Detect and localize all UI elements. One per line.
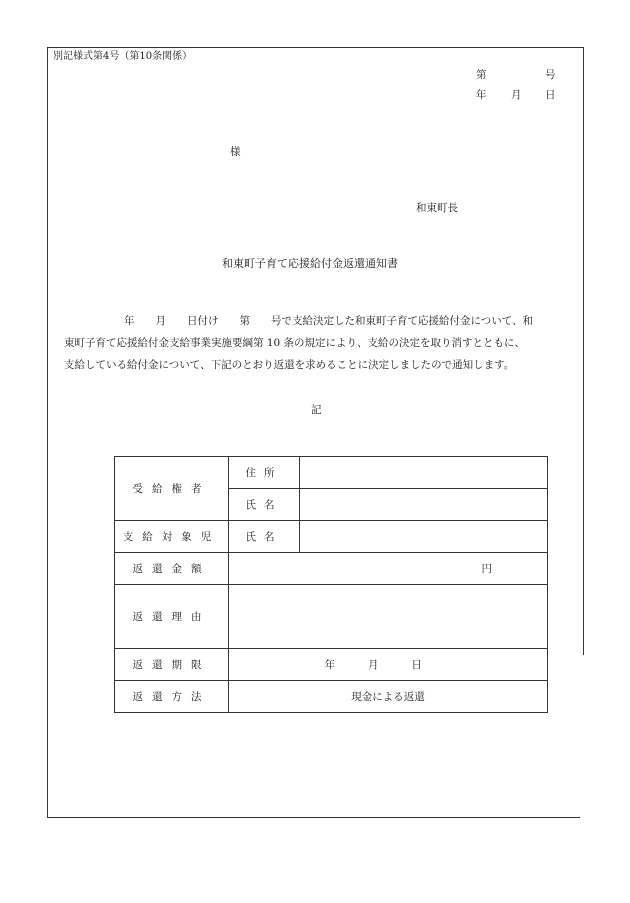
recipient-name-label: 氏名: [229, 489, 300, 521]
method-value: 現金による返還: [229, 681, 548, 713]
form-number: 別記様式第4号（第10条関係）: [53, 51, 193, 62]
address-label: 住所: [229, 457, 300, 489]
child-name-label: 氏名: [229, 521, 300, 553]
return-details-table: [114, 456, 548, 713]
date-year: 年: [476, 89, 487, 101]
body-line-1: 年 月 日付け 第 号で支給決定した和東町子育て応援給付金について、和: [124, 315, 534, 327]
body-line-3: 支給している給付金について、下記のとおり返還を求めることに決定しましたので通知します。: [64, 359, 515, 371]
address-value: [300, 457, 548, 489]
reason-label: 返還理由: [115, 585, 229, 649]
date-day: 日: [545, 89, 556, 101]
addressee-suffix: 様: [230, 146, 241, 158]
deadline-year: 年: [324, 659, 336, 671]
recipient-name-value: [300, 489, 548, 521]
deadline-value: [229, 649, 548, 681]
child-name-value: [300, 521, 548, 553]
deadline-label: 返還期限: [115, 649, 229, 681]
doc-number-prefix: 第: [476, 69, 487, 81]
amount-label: 返還金額: [115, 553, 229, 585]
amount-yen: 円: [229, 553, 548, 585]
body-line-2: 東町子育て応援給付金支給事業実施要綱第 10 条の規定により、支給の決定を取り消すとともに、: [64, 337, 526, 349]
deadline-day: 日: [411, 659, 422, 671]
recipient-label: 受給権者: [115, 457, 229, 521]
sender: 和東町長: [416, 202, 458, 214]
method-label: 返還方法: [115, 681, 229, 713]
child-label: 支給対象児: [115, 521, 229, 553]
border-gap: [580, 655, 584, 820]
date-month: 月: [511, 89, 522, 101]
ki-heading: 記: [311, 404, 322, 416]
reason-value: [229, 585, 548, 649]
document-title: 和東町子育て応援給付金返還通知書: [222, 257, 398, 270]
body-text: [64, 310, 574, 376]
doc-number-suffix: 号: [545, 69, 556, 81]
deadline-month: 月: [368, 659, 379, 671]
